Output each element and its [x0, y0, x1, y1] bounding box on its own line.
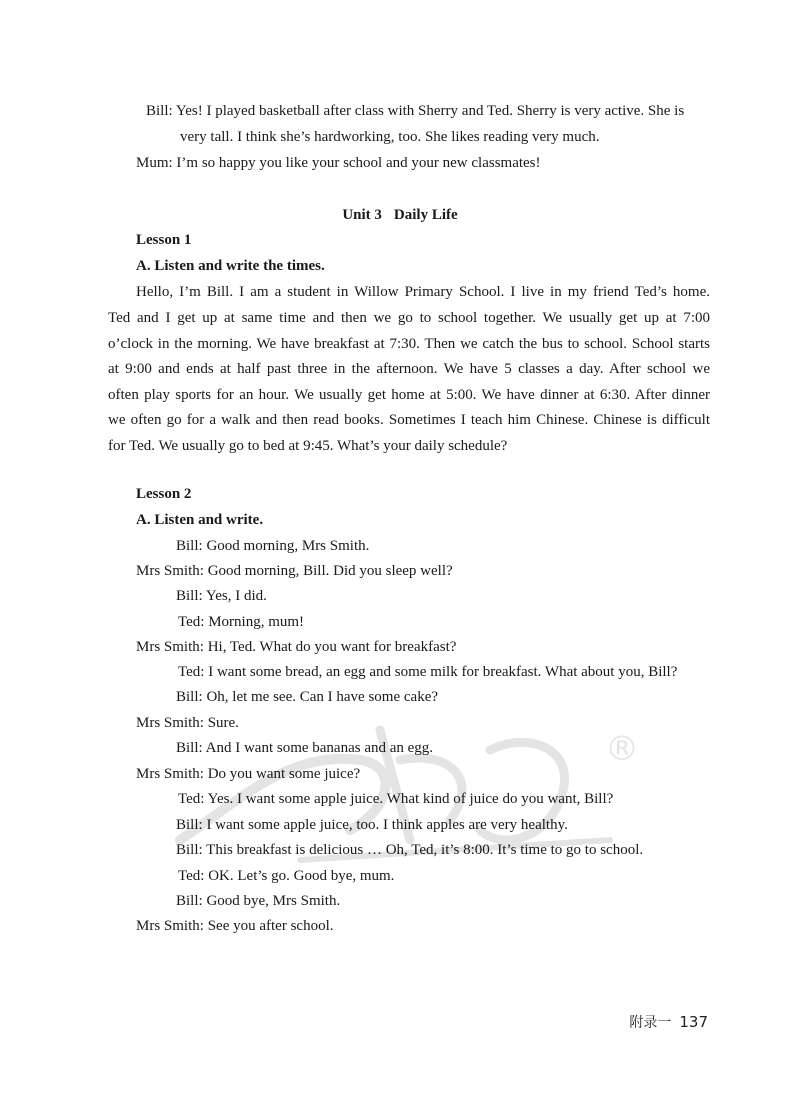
utterance: Yes. I want some apple juice. What kind of juice do you want, Bill? [207, 791, 614, 807]
utterance: I want some bread, an egg and some milk for breakfast. What about you, Bill? [208, 664, 678, 680]
speaker: Bill: [176, 689, 203, 705]
speaker: Ted: [178, 791, 205, 807]
dialogue-line [136, 916, 333, 936]
speaker: Mrs Smith: [136, 715, 204, 731]
dialogue-line [176, 687, 438, 707]
dialogue-line [136, 713, 239, 733]
bill-line-2: very tall. I think she’s hardworking, too. She likes reading very much. [180, 129, 600, 145]
speaker: Bill: [176, 893, 203, 909]
bill-line-1: Yes! I played basketball after class with Sherry and Ted. Sherry is very active. She is [175, 103, 685, 119]
dialogue-line [178, 866, 394, 886]
speaker: Ted: [178, 868, 205, 884]
dialogue-line [176, 536, 369, 556]
lesson2-title: Lesson 2 [136, 486, 192, 502]
dialogue-line [176, 815, 568, 835]
utterance: Hi, Ted. What do you want for breakfast? [207, 639, 457, 655]
dialogue-line [178, 789, 613, 809]
utterance: And I want some bananas and an egg. [205, 740, 434, 756]
paragraph-line: for Ted. We usually go to bed at 9:45. What’s your daily schedule? [108, 438, 508, 454]
speaker: Mrs Smith: [136, 766, 204, 782]
speaker: Bill: [176, 588, 203, 604]
speaker: Bill: [176, 817, 203, 833]
appendix-label: 附录一 [629, 1015, 672, 1031]
unit-name: Daily Life [393, 207, 458, 223]
page-footer [629, 1012, 708, 1033]
bill-dialogue-line [146, 101, 684, 121]
speaker: Bill: [176, 740, 203, 756]
speaker: Mrs Smith: [136, 563, 204, 579]
registered-mark: ® [605, 729, 639, 769]
speaker: Ted: [178, 664, 205, 680]
paragraph-line: Ted and I get up at same time and then we go to school together. We usually get up at 7:00 [108, 310, 710, 326]
speaker: Mrs Smith: [136, 918, 204, 934]
paragraph-line: at 9:00 and ends at half past three in the afternoon. We have 5 classes a day. After school we [108, 361, 710, 377]
paragraph-line: Hello, I’m Bill. I am a student in Willow Primary School. I live in my friend Ted’s home. [136, 284, 710, 300]
utterance: Oh, let me see. Can I have some cake? [206, 689, 439, 705]
page-number: 137 [679, 1013, 708, 1031]
dialogue-line [136, 561, 453, 581]
utterance: Sure. [207, 715, 239, 731]
utterance: OK. Let’s go. Good bye, mum. [208, 868, 395, 884]
dialogue-line [176, 586, 267, 606]
dialogue-line [178, 612, 304, 632]
lesson1-title: Lesson 1 [136, 232, 192, 248]
lesson1-task: A. Listen and write the times. [136, 258, 325, 274]
dialogue-line [176, 738, 433, 758]
utterance: I want some apple juice, too. I think apples are very healthy. [206, 817, 568, 833]
dialogue-line [178, 662, 677, 682]
utterance: Good morning, Bill. Did you sleep well? [207, 563, 453, 579]
speaker: Mrs Smith: [136, 639, 204, 655]
utterance: See you after school. [207, 918, 334, 934]
utterance: Yes, I did. [205, 588, 267, 604]
paragraph-line: o’clock in the morning. We have breakfast at 7:30. Then we catch the bus to school. School starts [108, 336, 710, 352]
utterance: Do you want some juice? [207, 766, 361, 782]
dialogue-line [176, 891, 340, 911]
utterance: Good morning, Mrs Smith. [206, 538, 370, 554]
dialogue-line [136, 764, 360, 784]
unit-title [0, 205, 800, 225]
utterance: Morning, mum! [208, 614, 305, 630]
speaker: Ted: [178, 614, 205, 630]
paragraph-line: often play sports for an hour. We usually get home at 5:00. We have dinner at 6:30. After dinner [108, 387, 710, 403]
mum-line: Mum: I’m so happy you like your school and your new classmates! [136, 155, 541, 171]
dialogue-line [176, 840, 643, 860]
utterance: Good bye, Mrs Smith. [206, 893, 341, 909]
paragraph-line: we often go for a walk and then read books. Sometimes I teach him Chinese. Chinese is difficult [108, 412, 710, 428]
utterance: This breakfast is delicious … Oh, Ted, it’s 8:00. It’s time to go to school. [206, 842, 644, 858]
speaker: Bill: [176, 842, 203, 858]
dialogue-line [136, 637, 456, 657]
lesson2-task: A. Listen and write. [136, 512, 264, 528]
speaker: Bill: [176, 538, 203, 554]
speaker-bill: Bill: [146, 103, 173, 119]
unit-label: Unit 3 [342, 207, 382, 223]
